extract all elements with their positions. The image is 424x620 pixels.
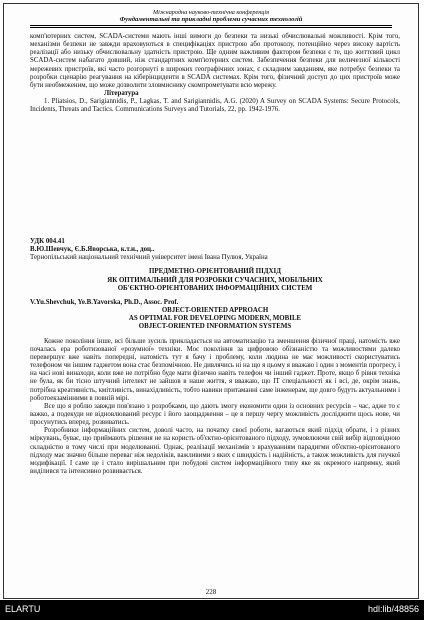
title-ua-line: ОБ'ЄКТНО-ОРІЄНТОВАНИХ ІНФОРМАЦІЙНИХ СИСТЕМ — [117, 284, 313, 292]
paragraph: Розробники інформаційних систем, доволі часто, на початку своєї роботи, вагаються який підхід обрати, і з різних міркувань, буває, що приймають рішення не на користь об'єктно-орієнтованого підходу, зумовлюючи свій вибір відповідною складністю в тому числі при моделюванні. Однак, реалізації механізмів з врахуванням парадигми об'єктно-орієнтованого підходу має значно більше переваг ніж недоліків, важливими з яких є швидкість і надійність, а також можливість для гнучкої модифікації. І саме це і стало вирішальним при побудові систем інформаційного типу яке як окремого напрямку, який виділився та інтенсивно розвивається. — [30, 427, 400, 476]
repository-footer-bar — [0, 600, 424, 620]
paragraph: Кожне покоління інше, всі більше зусиль прикладається на автоматизацію та зменшення фізичної праці, натомість вже почалась ера роботизованої «розумної» техніки. Моє покоління за цифровою обізнаністю та можливостями далеко перевершує вже навіть попередні, натомість тут я бачу і проблему, коли людина не має можливості скористуватись телефоном чи іншим гаджетом вона стає безпомічною. Не дивлячись ні на що я цьому я вважаю і один з моментів прогресу, і на часі нові винаходи, коли вже не потрібно буде мати фізично навіть телефон чи інший гаджет. Проте, якщо б рівня техніка не була, як би тісно штучний інтелект не зайшов в наше життя, я вважаю, що IT спеціальності як і всі, де, окрім знань, потрібна креативність, кмітливість, винахідливість, тобто навики притаманні саме інженерам, ще довго будуть актуальними і роботоекзамінними в повній мірі. — [30, 337, 400, 402]
conference-name: Міжнародна науково-технічна конференція — [153, 9, 269, 16]
conference-title: Фундаментальні та прикладні проблеми сучасних технологій — [119, 16, 303, 23]
title-en-line: OBJECT-ORIENTED APPROACH — [161, 307, 269, 315]
running-header — [4, 9, 418, 23]
previous-article-tail — [30, 33, 400, 115]
title-ua-line: ПРЕДМЕТНО-ОРІЄНТОВАНИЙ ПІДХІД — [149, 268, 281, 276]
affiliation: Тернопільський національний технічний університет імені Івана Пулюя, Україна — [30, 254, 268, 262]
title-en-line: OBJECT-ORIENTED INFORMATION SYSTEMS — [138, 323, 292, 331]
paragraph: комп'ютерних систем, SCADA-системи мають інші вимоги до безпеки та низькі обчислювальні можливості. Крім того, механізми безпеки не завжди враховуються в специфікаціях пристрою або протоколу, потенційно через високу вартість реалізації або низьку обчислювальну здатність пристрою. Ще одним важливим фактором безпеки є те, що життєвий цикл SCADA-систем набагато довший, ніж стандартних комп'ютерних систем. Забезпечення безпеки для величезної кількості мережевих пристроїв, які часто розгорнуті в широких географічних зонах, є складним завданням, яке потребує безпеки та розробки сценарію реагування на кіберінциденти в SCADA системах. Крім того, фізичний доступ до цих пристроїв може бути необмеженим, що може дозволити зловмиснику скомпрометувати всю мережу. — [30, 33, 400, 89]
header-divider — [30, 25, 392, 26]
paragraph: Все що я роблю завжди пов'язано з розробками, що дають змогу економити один із основних ресурсів – час, адже то є важко, а подекуди не відновлюваний ресурс і його заощадження – це в першу чергу можливість досліджити щось нове, чи просунутись вперед, розвиватись. — [30, 402, 400, 427]
article — [30, 238, 400, 476]
reference-item: 1. Pliatsios, D., Sarigiannidis, P., Lagkas, T. and Sarigiannidis, A.G. (2020) A Survey on SCADA Systems: Secure Protocols, Incidents, Threats and Tactics. Communications Surveys and Tutorials, 22, pp. 1942-1976. — [30, 98, 400, 114]
page — [3, 3, 419, 599]
authors-en: V.Yu.Shevchuk, Ye.B.Yavorska, Ph.D., Assoc. Prof. — [30, 298, 179, 306]
handle-identifier: hdl:lib/48856 — [367, 604, 419, 614]
title-en-line: AS OPTIMAL FOR DEVELOPING MODERN, MOBILE — [128, 315, 302, 323]
udc-code: УДК 004.41 — [30, 238, 65, 245]
page-number: 228 — [205, 588, 217, 596]
authors-ua: В.Ю.Шевчук, Є.Б.Яворська, к.т.н., доц.. — [30, 246, 155, 254]
repository-name: ELARTU — [5, 604, 41, 614]
title-ua-line: ЯК ОПТИМАЛЬНИЙ ДЛЯ РОЗРОБКИ СУЧАСНИХ, МОБІЛЬНИХ — [107, 276, 323, 284]
header-divider-thin — [30, 27, 392, 28]
references-heading: Література — [104, 90, 139, 98]
